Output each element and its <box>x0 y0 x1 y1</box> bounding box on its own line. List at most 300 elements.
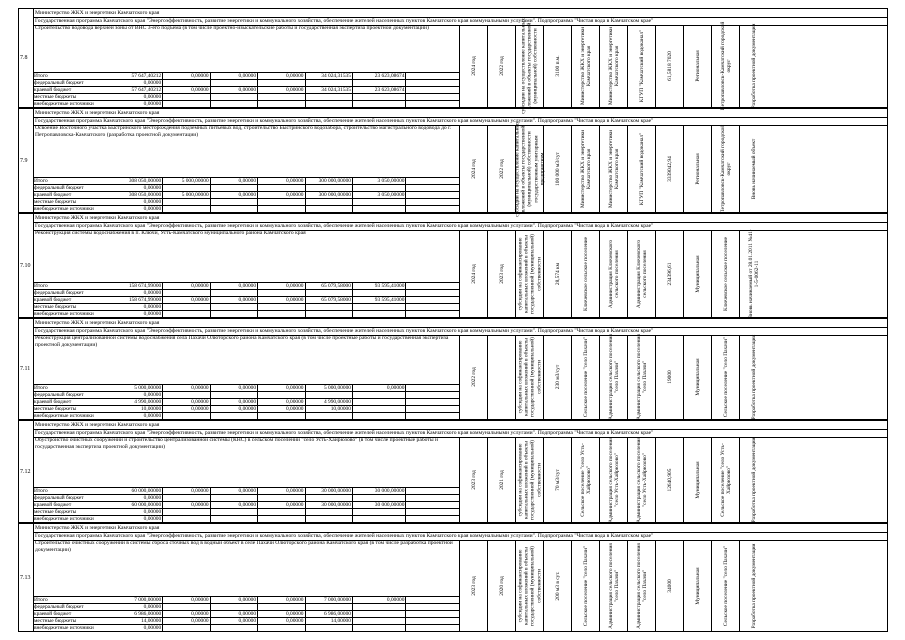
financing-row <box>33 311 459 318</box>
row-number-cell <box>19 319 34 419</box>
financing-value: 10,00000 <box>305 406 352 413</box>
attribute-cell <box>739 25 768 107</box>
financing-value: 0,00000 <box>210 406 257 413</box>
financing-value: 5 000,00000 <box>163 178 210 185</box>
attribute-cell <box>683 335 712 419</box>
attribute-text: Министерство ЖКХ и энергетики Камчатского края <box>607 129 620 208</box>
financing-value: 30 000,00000 <box>352 502 406 509</box>
attribute-text: субсидии на софинансирование капитальных вложений в объекты государственной (муниципальной) собственности <box>517 439 543 520</box>
financing-value: 34 024,31535 <box>305 87 352 94</box>
financing-value <box>163 185 210 192</box>
financing-source-label: федеральный бюджет <box>33 495 116 502</box>
attribute-cell <box>571 25 600 107</box>
attribute-cell <box>571 125 600 212</box>
financing-value: 0,00000 <box>116 304 163 311</box>
financing-value: 0,00000 <box>163 385 210 392</box>
financing-value <box>406 495 459 502</box>
attribute-text: Сельское поселение "село Пахачи" <box>722 545 729 626</box>
financing-value: 0,00000 <box>210 399 257 406</box>
attribute-text: 12640,905 <box>666 468 673 491</box>
financing-row <box>33 406 459 413</box>
attribute-text: Разработка проектной документации <box>750 437 757 522</box>
financing-row <box>33 178 459 185</box>
financing-value <box>352 406 406 413</box>
attribute-cell <box>487 230 516 317</box>
financing-value <box>406 597 459 604</box>
financing-value <box>352 101 406 108</box>
row-number: 7.9 <box>20 157 28 164</box>
attribute-text: 2023 год <box>470 575 477 596</box>
financing-value <box>406 399 459 406</box>
financing-value <box>258 516 305 523</box>
financing-value: 0,00000 <box>210 502 257 509</box>
financing-source-label: внебюджетные источники <box>33 101 116 108</box>
financing-value <box>406 283 459 290</box>
financing-value <box>163 290 210 297</box>
financing-value <box>406 80 459 87</box>
section-body <box>33 230 887 317</box>
financing-value: 0,00000 <box>210 283 257 290</box>
financing-value: 14,00000 <box>116 618 163 625</box>
financing-value: 0,00000 <box>210 178 257 185</box>
attribute-cell <box>515 540 544 631</box>
program-header: Государственная программа Камчатского края "Энергоэффективность, развитие энергетики и коммунального хозяйства, обеспечение жителей населенных пунктов Камчатского края коммунальными услугами". Подпрограмма "Чистая вода в Камчатском крае" <box>33 429 887 438</box>
financing-table <box>33 282 459 317</box>
financing-value: 0,00000 <box>116 392 163 399</box>
financing-value <box>352 495 406 502</box>
financing-value <box>352 509 406 516</box>
financing-value <box>352 516 406 523</box>
financing-value <box>210 199 257 206</box>
financing-value: 5 000,00000 <box>116 385 163 392</box>
document-page <box>18 8 888 632</box>
financing-value: 0,00000 <box>163 406 210 413</box>
financing-value: 0,00000 <box>210 618 257 625</box>
attribute-text: Муниципальная <box>694 460 701 499</box>
attribute-cell <box>711 335 740 419</box>
financing-source-label: краевой бюджет <box>33 611 116 618</box>
attribute-cell <box>655 335 684 419</box>
attribute-text: 34000 <box>666 578 673 593</box>
attribute-cell <box>487 125 516 212</box>
attribute-cell <box>739 540 768 631</box>
attribute-text: Ключевское сельское поселение <box>582 236 589 311</box>
section-body <box>33 437 887 522</box>
attribute-cell <box>459 230 488 317</box>
project-section <box>18 213 888 318</box>
financing-value <box>406 502 459 509</box>
financing-value: 0,00000 <box>210 611 257 618</box>
financing-value: 0,00000 <box>163 283 210 290</box>
financing-value <box>305 304 352 311</box>
attribute-text: Вновь начинаемый от 28.01.2011 №41-1-5-0062-11 <box>747 228 760 319</box>
financing-value <box>210 80 257 87</box>
row-number-cell <box>19 421 34 522</box>
financing-value <box>305 199 352 206</box>
attribute-cell <box>739 230 768 317</box>
financing-value: 158 674,99000 <box>116 283 163 290</box>
financing-value <box>406 618 459 625</box>
financing-row <box>33 87 459 94</box>
financing-value <box>352 206 406 213</box>
attribute-cell <box>515 18 544 114</box>
attribute-text: 234396,61 <box>666 262 673 285</box>
financing-value <box>258 495 305 502</box>
financing-row <box>33 206 459 213</box>
attribute-cell <box>543 335 572 419</box>
financing-value <box>258 392 305 399</box>
attribute-text: Муниципальная <box>694 254 701 293</box>
attribute-cell <box>599 437 628 522</box>
row-number: 7.10 <box>20 262 31 269</box>
financing-row <box>33 611 459 618</box>
financing-value <box>163 509 210 516</box>
financing-row <box>33 283 459 290</box>
row-number-cell <box>19 9 34 107</box>
attribute-cell <box>711 21 740 111</box>
financing-row <box>33 392 459 399</box>
financing-value <box>163 604 210 611</box>
financing-value <box>305 392 352 399</box>
financing-value <box>163 516 210 523</box>
financing-value <box>406 73 459 80</box>
financing-source-label: краевой бюджет <box>33 192 116 199</box>
financing-value <box>305 206 352 213</box>
financing-row <box>33 297 459 304</box>
attribute-cell <box>711 230 740 317</box>
financing-value: 30 000,00000 <box>305 488 352 495</box>
attribute-text: 2024 год <box>470 56 477 76</box>
financing-source-label: федеральный бюджет <box>33 604 116 611</box>
financing-value: 0,00000 <box>116 604 163 611</box>
attribute-text: 2022 год <box>498 158 505 179</box>
financing-value <box>210 625 257 632</box>
financing-source-label: Итого <box>33 73 116 80</box>
attribute-text: субсидии на софинансирование капитальных вложений в объекты государственной (муниципальной) собственности <box>517 337 543 417</box>
financing-value: 158 674,99000 <box>116 297 163 304</box>
financing-value <box>210 311 257 318</box>
project-section <box>18 420 888 523</box>
project-title: Освоение Восточного участка Быстринского месторождения подземных питьевых вод, строительство Быстринского водозабора, строительство магистрального водовода до г. Петропавловска-Камчатского (разработка проектной документации) <box>35 125 452 138</box>
financing-source-label: федеральный бюджет <box>33 392 116 399</box>
attribute-text: Разработка проектной документации <box>750 543 757 628</box>
financing-value: 3 050,00000 <box>352 192 406 199</box>
attribute-cell <box>627 437 656 522</box>
attribute-text: 2024 год <box>470 158 477 179</box>
attribute-text: Сельское поселение "село Усть-Хайрюзово" <box>719 442 732 517</box>
attribute-cell <box>627 335 656 419</box>
section-body <box>33 335 887 419</box>
financing-value: 0,00000 <box>352 597 406 604</box>
attribute-text: 3100 п.м. <box>554 55 561 77</box>
financing-value: 65 079,58000 <box>305 283 352 290</box>
financing-value <box>406 311 459 318</box>
row-number-cell <box>19 214 34 317</box>
attribute-text: 61,5818 7020 <box>666 51 673 81</box>
financing-value: 0,00000 <box>258 283 305 290</box>
financing-value: 0,00000 <box>258 73 305 80</box>
attribute-cell <box>711 437 740 522</box>
financing-source-label: федеральный бюджет <box>33 80 116 87</box>
financing-value: 0,00000 <box>116 101 163 108</box>
financing-row <box>33 399 459 406</box>
attribute-text: Вновь начинаемый объект <box>750 138 757 199</box>
financing-value <box>305 413 352 420</box>
financing-value: 0,00000 <box>210 488 257 495</box>
project-title: Строительство водовода верхней зоны от ВНС 3-его подъема (в том числе проектно-изыскательские работы и государственная экспертиза проектной документации) <box>35 25 429 31</box>
attribute-cell <box>627 230 656 317</box>
attribute-cell <box>487 335 516 419</box>
attribute-text: КГУП "Камчатский водоканал" <box>638 29 645 103</box>
attribute-cell <box>599 335 628 419</box>
attribute-cell <box>543 540 572 631</box>
program-header: Государственная программа Камчатского края "Энергоэффективность, развитие энергетики и коммунального хозяйства, обеспечение жителей населенных пунктов Камчатского края коммунальными услугами". Подпрограмма "Чистая вода в Камчатском крае" <box>33 327 887 336</box>
financing-value: 308 050,00000 <box>116 192 163 199</box>
project-section <box>18 8 888 114</box>
financing-value <box>406 192 459 199</box>
attribute-cell <box>487 25 516 107</box>
financing-value: 0,00000 <box>163 502 210 509</box>
attribute-cell <box>515 335 544 419</box>
financing-value <box>305 604 352 611</box>
financing-row <box>33 385 459 392</box>
ministry-header: Министерство ЖКХ и энергетики Камчатского края <box>33 524 887 533</box>
financing-row <box>33 502 459 509</box>
financing-row <box>33 80 459 87</box>
attribute-cell <box>571 335 600 419</box>
attribute-text: 2023 год <box>498 263 505 284</box>
financing-row <box>33 604 459 611</box>
financing-value <box>258 604 305 611</box>
financing-value: 0,00000 <box>258 618 305 625</box>
financing-value <box>210 185 257 192</box>
financing-value: 60 000,00000 <box>116 488 163 495</box>
financing-value <box>406 604 459 611</box>
financing-source-label: местные бюджеты <box>33 304 116 311</box>
financing-row <box>33 509 459 516</box>
attribute-cell <box>599 540 628 631</box>
financing-source-label: краевой бюджет <box>33 399 116 406</box>
attribute-text: Администрация сельского поселения "село Пахачи" <box>607 542 620 629</box>
attribute-text: 2022 год <box>470 367 477 387</box>
financing-value <box>406 509 459 516</box>
financing-value <box>406 297 459 304</box>
financing-value <box>258 509 305 516</box>
attribute-text: 200 м3 в сут. <box>554 570 561 601</box>
financing-value <box>305 290 352 297</box>
financing-value: 0,00000 <box>210 192 257 199</box>
financing-value: 7 000,00000 <box>116 597 163 604</box>
attribute-cell <box>683 230 712 317</box>
financing-row <box>33 101 459 108</box>
attribute-cell <box>515 437 544 522</box>
attribute-text: Администрация Ключевского сельского поселения <box>635 239 648 308</box>
financing-source-label: Итого <box>33 597 116 604</box>
financing-value: 3 050,00000 <box>352 178 406 185</box>
project-section <box>18 523 888 632</box>
attribute-text: Министерство ЖКХ и энергетики Камчатского края <box>579 129 592 208</box>
financing-value: 0,00000 <box>163 73 210 80</box>
financing-value: 30 000,00000 <box>305 502 352 509</box>
financing-value: 0,00000 <box>210 87 257 94</box>
financing-value: 0,00000 <box>116 185 163 192</box>
attribute-text: 2023 год <box>470 469 477 490</box>
financing-value: 0,00000 <box>210 597 257 604</box>
financing-source-label: внебюджетные источники <box>33 516 116 523</box>
financing-value: 0,00000 <box>210 73 257 80</box>
financing-source-label: краевой бюджет <box>33 502 116 509</box>
financing-value <box>163 199 210 206</box>
financing-value <box>163 206 210 213</box>
financing-value <box>258 311 305 318</box>
attribute-cell <box>514 120 546 217</box>
financing-value: 65 079,58000 <box>305 297 352 304</box>
attribute-cell <box>655 125 684 212</box>
financing-value: 0,00000 <box>258 87 305 94</box>
financing-value <box>406 406 459 413</box>
financing-value <box>352 311 406 318</box>
financing-value <box>406 392 459 399</box>
attribute-cell <box>627 540 656 631</box>
attribute-cell <box>655 437 684 522</box>
financing-source-label: внебюджетные источники <box>33 413 116 420</box>
ministry-header: Министерство ЖКХ и энергетики Камчатского края <box>33 109 887 118</box>
program-header: Государственная программа Камчатского края "Энергоэффективность, развитие энергетики и коммунального хозяйства, обеспечение жителей населенных пунктов Камчатского края коммунальными услугами". Подпрограмма "Чистая вода в Камчатском крае" <box>33 532 887 541</box>
financing-value <box>352 80 406 87</box>
attribute-text: Ключевское сельское поселение <box>722 236 729 311</box>
attribute-cell <box>627 125 656 212</box>
financing-row <box>33 290 459 297</box>
attribute-text: Региональная <box>694 152 701 185</box>
financing-value <box>163 304 210 311</box>
financing-value <box>352 94 406 101</box>
financing-value <box>258 80 305 87</box>
financing-source-label: внебюджетные источники <box>33 206 116 213</box>
attribute-cell <box>543 25 572 107</box>
financing-value <box>406 185 459 192</box>
financing-value: 0,00000 <box>258 597 305 604</box>
ministry-header: Министерство ЖКХ и энергетики Камчатского края <box>33 9 887 18</box>
attribute-text: 2024 год <box>470 263 477 284</box>
financing-row <box>33 495 459 502</box>
financing-value: 0,00000 <box>163 87 210 94</box>
financing-value <box>210 495 257 502</box>
financing-value <box>406 178 459 185</box>
financing-value: 57 647,40212 <box>116 73 163 80</box>
attribute-text: Администрация сельского поселения "село Пахачи" <box>635 334 648 420</box>
financing-value <box>406 101 459 108</box>
attribute-cell <box>683 125 712 212</box>
financing-value <box>352 618 406 625</box>
financing-source-label: Итого <box>33 178 116 185</box>
financing-value <box>305 509 352 516</box>
financing-value <box>406 206 459 213</box>
financing-value <box>352 199 406 206</box>
attribute-text: субсидии на софинансирование капитальных вложений в объекты государственной (муниципальной) собственности <box>517 545 543 626</box>
attribute-text: 100 000 м3/сут <box>554 151 561 186</box>
attribute-text: Муниципальная <box>694 566 701 605</box>
financing-value: 0,00000 <box>258 399 305 406</box>
attribute-text: Разработка проектной документации <box>750 334 757 420</box>
attribute-cell <box>543 437 572 522</box>
attribute-text: Сельское поселение "село Пахачи" <box>722 336 729 418</box>
attribute-cell <box>711 125 740 212</box>
financing-row <box>33 618 459 625</box>
financing-value: 6 986,00000 <box>305 611 352 618</box>
financing-value <box>406 625 459 632</box>
financing-value <box>406 516 459 523</box>
financing-value <box>352 185 406 192</box>
financing-row <box>33 516 459 523</box>
row-number-cell <box>19 109 34 212</box>
financing-value: 14,00000 <box>305 618 352 625</box>
attribute-text: Петропавловск-Камчатский городской округ <box>719 124 732 213</box>
financing-value <box>163 94 210 101</box>
financing-value <box>305 516 352 523</box>
financing-value: 10,00000 <box>116 406 163 413</box>
financing-value <box>305 101 352 108</box>
attribute-cell <box>711 540 740 631</box>
attribute-text: Администрация сельского поселения "село Пахачи" <box>635 542 648 629</box>
financing-row <box>33 488 459 495</box>
attribute-text: Министерство ЖКХ и энергетики Камчатского края <box>607 26 620 106</box>
financing-row <box>33 94 459 101</box>
financing-value: 0,00000 <box>116 413 163 420</box>
financing-table <box>33 177 459 212</box>
financing-value <box>406 304 459 311</box>
project-title: Строительство очистных сооружений в системы сброса сточных вод в водный объект в селе Пахачи Олюторского района Камчатского края (в том числе разработка проектной документации) <box>35 540 453 553</box>
financing-value: 0,00000 <box>258 406 305 413</box>
financing-value: 0,00000 <box>116 625 163 632</box>
financing-source-label: внебюджетные источники <box>33 311 116 318</box>
financing-value <box>163 413 210 420</box>
financing-value: 0,00000 <box>258 192 305 199</box>
financing-value: 0,00000 <box>258 297 305 304</box>
attribute-text: Петропавловск-Камчатский городской округ <box>719 21 732 111</box>
attribute-cell <box>543 125 572 212</box>
financing-row <box>33 413 459 420</box>
financing-value <box>352 604 406 611</box>
attribute-text: субсидии на осуществление капитальных вложений в объекты государственной (муниципальной) собственности государственным унитарным предприятиям <box>514 120 546 217</box>
financing-value: 0,00000 <box>210 385 257 392</box>
project-section <box>18 318 888 420</box>
attribute-text: КГУП "Камчатский водоканал" <box>638 132 645 205</box>
financing-row <box>33 192 459 199</box>
financing-value <box>210 94 257 101</box>
financing-value: 60 000,00000 <box>116 502 163 509</box>
financing-value <box>258 101 305 108</box>
financing-value: 93 595,41000 <box>352 283 406 290</box>
financing-value: 0,00000 <box>258 488 305 495</box>
financing-row <box>33 199 459 206</box>
financing-value: 5 000,00000 <box>163 192 210 199</box>
financing-value <box>258 290 305 297</box>
financing-value <box>406 87 459 94</box>
attribute-cell <box>515 230 544 317</box>
financing-table <box>33 487 459 522</box>
financing-value <box>258 199 305 206</box>
financing-value <box>305 94 352 101</box>
attribute-text: 2021 год <box>498 469 505 490</box>
attribute-text: Разработка проектной документации <box>750 23 757 109</box>
financing-source-label: Итого <box>33 488 116 495</box>
financing-row <box>33 73 459 80</box>
financing-value: 0,00000 <box>163 399 210 406</box>
financing-value <box>163 101 210 108</box>
financing-value: 0,00000 <box>352 385 406 392</box>
financing-value <box>305 495 352 502</box>
financing-value: 0,00000 <box>116 94 163 101</box>
